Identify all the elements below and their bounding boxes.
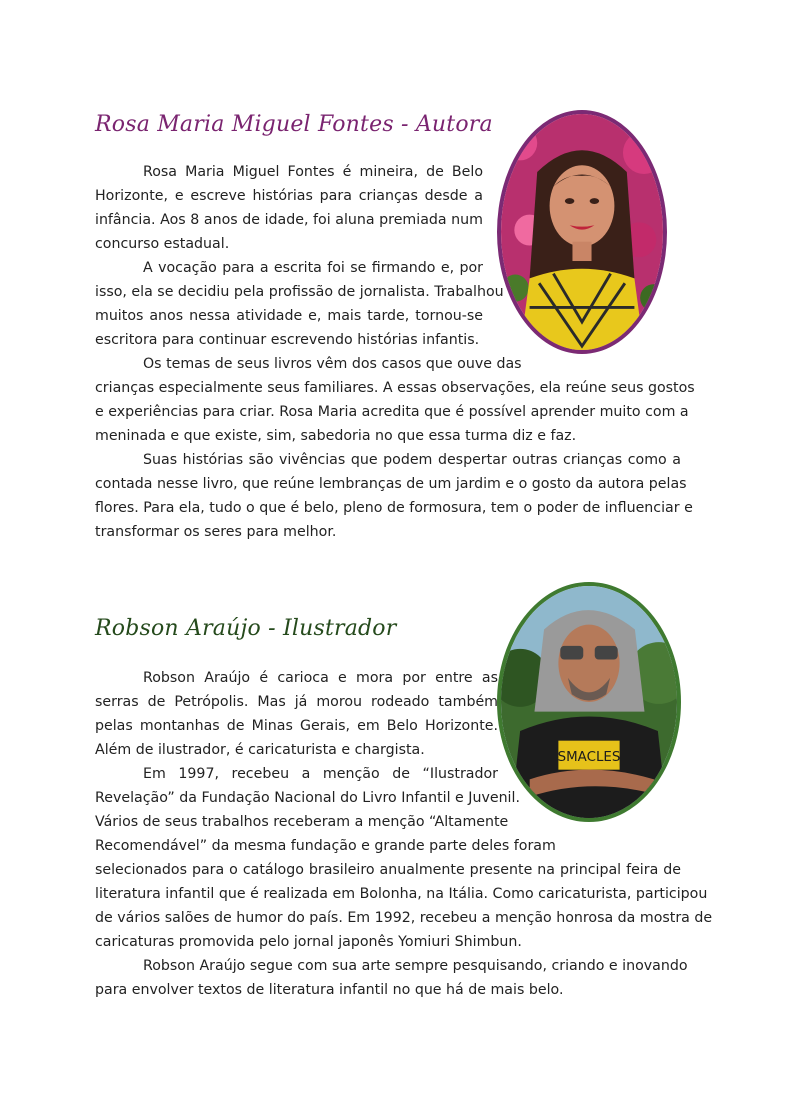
illustrator-text-line: selecionados para o catálogo brasileiro anualmente presente na principal feira de xyxy=(95,862,681,878)
author-text-line: flores. Para ela, tudo o que é belo, pleno de formosura, tem o poder de influenciar e xyxy=(95,500,693,516)
author-text-line: e experiências para criar. Rosa Maria acredita que é possível aprender muito com a xyxy=(95,404,689,420)
author-portrait xyxy=(497,110,667,354)
author-text-line: Rosa Maria Miguel Fontes é mineira, de Belo xyxy=(143,164,483,180)
illustrator-text-line: Revelação” da Fundação Nacional do Livro Infantil e Juvenil. xyxy=(95,790,520,806)
illustrator-text-line: Vários de seus trabalhos receberam a menção “Altamente xyxy=(95,814,509,830)
illustrator-text-line: serras de Petrópolis. Mas já morou rodeado também xyxy=(95,694,498,710)
illustrator-text-line: Robson Araújo é carioca e mora por entre as xyxy=(143,670,498,686)
author-text-line: concurso estadual. xyxy=(95,236,230,252)
author-text-line: muitos anos nessa atividade e, mais tarde, tornou-se xyxy=(95,308,483,324)
illustrator-text-line: de vários salões de humor do país. Em 1992, recebeu a menção honrosa da mostra de xyxy=(95,910,713,926)
illustrator-text-line: Robson Araújo segue com sua arte sempre pesquisando, criando e inovando xyxy=(143,958,688,974)
illustrator-text-line: para envolver textos de literatura infantil no que há de mais belo. xyxy=(95,982,564,998)
author-text-line: A vocação para a escrita foi se firmando e, por xyxy=(143,260,483,276)
author-text-line: crianças especialmente seus familiares. A essas observações, ela reúne seus gostos xyxy=(95,380,695,396)
illustrator-text-line: caricaturas promovida pelo jornal japonês Yomiuri Shimbun. xyxy=(95,934,522,950)
illustrator-heading: Robson Araújo - Ilustrador xyxy=(95,616,397,641)
author-text-line: meninada e que existe, sim, sabedoria no que essa turma diz e faz. xyxy=(95,428,577,444)
illustrator-text-line: Em 1997, recebeu a menção de “Ilustrador xyxy=(143,766,498,782)
author-text-line: escritora para continuar escrevendo histórias infantis. xyxy=(95,332,480,348)
illustrator-portrait xyxy=(497,582,681,822)
author-heading: Rosa Maria Miguel Fontes - Autora xyxy=(95,112,493,137)
illustrator-text-line: literatura infantil que é realizada em Bolonha, na Itália. Como caricaturista, participou xyxy=(95,886,708,902)
illustrator-text-line: Além de ilustrador, é caricaturista e chargista. xyxy=(95,742,425,758)
author-text-line: contada nesse livro, que reúne lembranças de um jardim e o gosto da autora pelas xyxy=(95,476,687,492)
author-text-line: isso, ela se decidiu pela profissão de jornalista. Trabalhou xyxy=(95,284,504,300)
author-text-line: infância. Aos 8 anos de idade, foi aluna premiada num xyxy=(95,212,483,228)
illustrator-text-line: Recomendável” da mesma fundação e grande parte deles foram xyxy=(95,838,556,854)
author-text-line: Suas histórias são vivências que podem despertar outras crianças como a xyxy=(143,452,681,468)
author-text-line: Os temas de seus livros vêm dos casos que ouve das xyxy=(143,356,522,372)
shirt-logo-text: SMACLES xyxy=(557,749,621,765)
illustrator-text-line: pelas montanhas de Minas Gerais, em Belo Horizonte. xyxy=(95,718,498,734)
author-text-line: transformar os seres para melhor. xyxy=(95,524,337,540)
author-text-line: Horizonte, e escreve histórias para crianças desde a xyxy=(95,188,483,204)
